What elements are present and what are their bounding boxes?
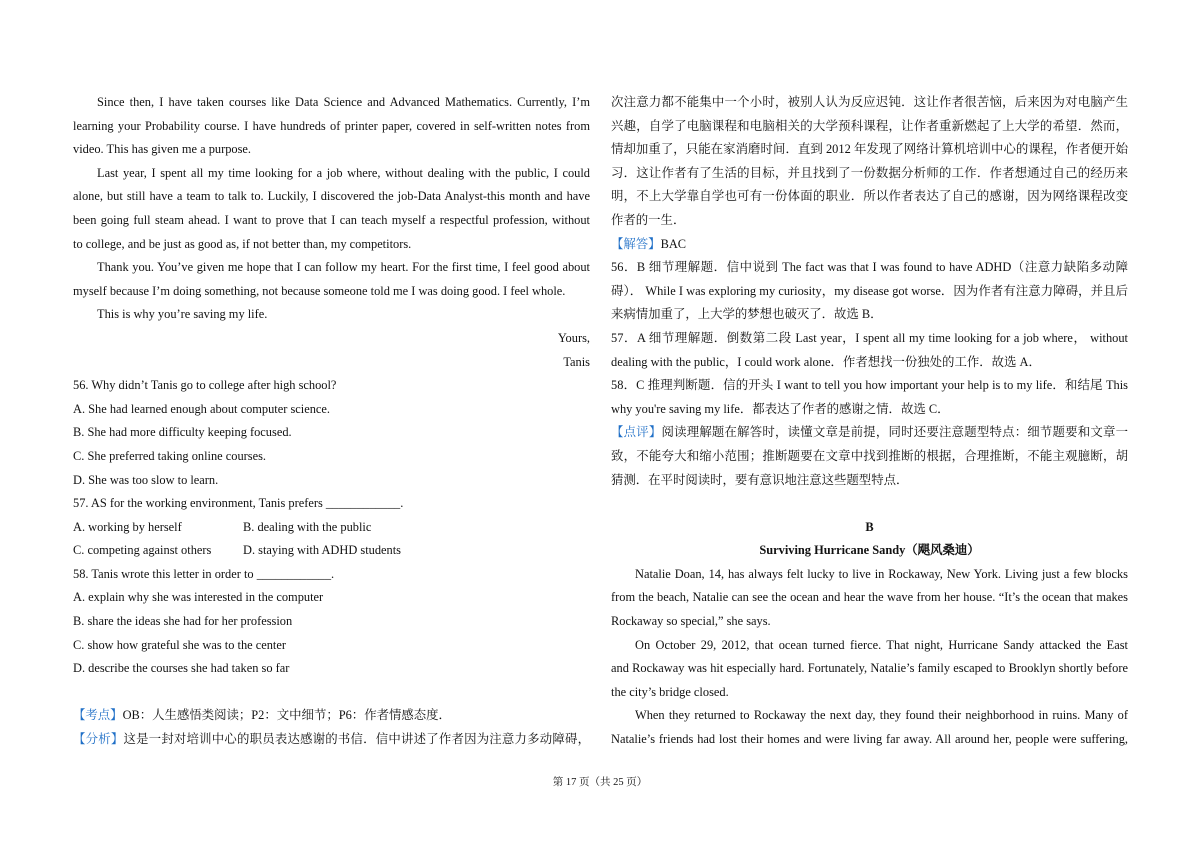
question-58-stem: 58. Tanis wrote this letter in order to ____________. bbox=[73, 566, 335, 581]
kaodian-note bbox=[73, 704, 590, 728]
answer-57-line: 57．A 细节理解题．倒数第二段 Last year，I spent all my time looking for a job where， without bbox=[611, 330, 1128, 345]
question-56-option-c: C. She preferred taking online courses. bbox=[73, 448, 267, 463]
right-column bbox=[611, 91, 1128, 752]
story-line: Natalie Doan, 14, has always felt lucky to live in Rockaway, New York. Living just a few blocks bbox=[635, 566, 1128, 581]
left-column bbox=[73, 91, 590, 752]
passage-line: video. This has given me a purpose. bbox=[73, 142, 252, 157]
analysis-line: 兴趣，自学了电脑课程和电脑相关的大学预科课程，让作者重新燃起了上大学的希望．然而， bbox=[611, 118, 1128, 133]
answer-57-line: dealing with the public，I could work alone．作者想找一份独处的工作．故选 A． bbox=[611, 354, 1041, 369]
question-56-option-b: B. She had more difficulty keeping focused. bbox=[73, 425, 292, 440]
question-57-option-a: A. working by herself bbox=[73, 519, 182, 534]
story-line: Natalie’s friends had lost their homes and were living far away. All around her, people were suffering, bbox=[611, 732, 1128, 747]
question-57-option-c: C. competing against others bbox=[73, 543, 212, 558]
question-56-stem: 56. Why didn’t Tanis go to college after high school? bbox=[73, 378, 337, 393]
answer-58-line: 58．C 推理判断题．信的开头 I want to tell you how important your help is to my life．和结尾 This bbox=[611, 378, 1128, 393]
analysis-line: 作者的一生． bbox=[611, 212, 686, 227]
section-title: Surviving Hurricane Sandy（飓风桑迪） bbox=[759, 543, 980, 558]
passage-line: This is why you’re saving my life. bbox=[97, 307, 268, 322]
question-56-option-a: A. She had learned enough about computer science. bbox=[73, 401, 331, 416]
jieda-tag: 【解答】 bbox=[611, 236, 661, 251]
jieda-note bbox=[611, 233, 1128, 257]
story-line: and Rockaway was hit especially hard. Fortunately, Natalie’s family escaped to Brooklyn shortly before bbox=[611, 661, 1128, 676]
question-57-option-d: D. staying with ADHD students bbox=[243, 543, 401, 558]
spacer bbox=[611, 492, 1128, 516]
dianping-line: 致，不能夸大和缩小范围；推断题要在文章中找到推断的根据，合理推断，不能主观臆断，胡 bbox=[611, 448, 1128, 463]
passage-line: Thank you. You’ve given me hope that I can follow my heart. For the first time, I feel good about bbox=[97, 260, 590, 275]
letter-signoff: Yours, bbox=[557, 330, 590, 345]
question-58-option-b: B. share the ideas she had for her profession bbox=[73, 614, 293, 629]
page-footer: 第 17 页（共 25 页） bbox=[552, 777, 648, 788]
analysis-line: 情却加重了，只能在家消磨时间．直到 2012 年发现了网络计算机培训中心的课程，作者便开始 bbox=[611, 142, 1128, 157]
kaodian-text: OB：人生感悟类阅读；P2：文中细节；P6：作者情感态度． bbox=[122, 708, 451, 723]
dianping-note bbox=[611, 421, 1128, 445]
story-line: On October 29, 2012, that ocean turned fierce. That night, Hurricane Sandy attacked the East bbox=[635, 637, 1128, 652]
fenxi-text: 这是一封对培训中心的职员表达感谢的书信．信中讲述了作者因为注意力多动障碍， bbox=[123, 732, 590, 747]
question-57-options-row bbox=[73, 516, 590, 540]
question-57-options-row bbox=[73, 539, 590, 563]
story-line: When they returned to Rockaway the next day, they found their neighborhood in ruins. Many of bbox=[635, 708, 1128, 723]
question-58-option-c: C. show how grateful she was to the center bbox=[73, 637, 286, 652]
passage-line: Since then, I have taken courses like Data Science and Advanced Mathematics. Currently, I’m bbox=[97, 95, 590, 109]
answer-56-line: 碍）． While I was exploring my curiosity，my disease got worse．因为作者有注意力障碍，并且后 bbox=[611, 283, 1128, 298]
analysis-line: 明，不上大学靠自学也可有一份体面的职业．所以作者表达了自己的感谢，因为网络课程改变 bbox=[611, 189, 1128, 204]
passage-line: myself because I’m doing something, not because someone told me I was doing good. I feel whole. bbox=[73, 283, 566, 298]
passage-line: alone, but still have a team to talk to. Luckily, I discovered the job-Data Analyst-this month and have bbox=[73, 189, 590, 204]
question-57-option-b: B. dealing with the public bbox=[243, 519, 372, 534]
answer-58-line: why you're saving my life．都表达了作者的感谢之情．故选 C． bbox=[611, 401, 950, 416]
dianping-tag: 【点评】 bbox=[611, 425, 662, 440]
passage-line: been going full steam ahead. I want to prove that I can teach myself a respectful profession, without bbox=[73, 212, 590, 227]
passage-line: learning your Probability course. I have hundreds of printer paper, covered in self-written notes from bbox=[73, 118, 590, 133]
jieda-text: BAC bbox=[660, 236, 687, 251]
fenxi-note bbox=[73, 728, 590, 752]
passage-line: Last year, I spent all my time looking for a job where, without dealing with the public, I could bbox=[97, 165, 590, 180]
passage-line: to college, and be just as good as, if not better than, my competitors. bbox=[73, 236, 412, 251]
answer-56-line: 56．B 细节理解题．信中说到 The fact was that I was found to have ADHD（注意力缺陷多动障 bbox=[611, 260, 1128, 275]
question-58-option-d: D. describe the courses she had taken so far bbox=[73, 661, 290, 676]
section-letter: B bbox=[865, 519, 874, 534]
story-line: Rockaway so special,” she says. bbox=[611, 614, 771, 629]
kaodian-tag: 【考点】 bbox=[73, 708, 123, 723]
letter-signature: Tanis bbox=[563, 354, 590, 369]
spacer bbox=[73, 681, 590, 705]
analysis-line: 习．这让作者有了生活的目标，并且找到了一份数据分析师的工作．作者想通过自己的经历来 bbox=[611, 165, 1128, 180]
fenxi-tag: 【分析】 bbox=[73, 732, 124, 747]
story-line: the city’s bridge closed. bbox=[611, 684, 729, 699]
dianping-text: 阅读理解题在解答时，读懂文章是前提，同时还要注意题型特点：细节题要和文章一 bbox=[661, 425, 1128, 440]
story-line: from the beach, Natalie can see the ocean and hear the wave from her house. “It’s the ocean that makes bbox=[611, 590, 1128, 605]
question-57-stem: 57. AS for the working environment, Tanis prefers ____________. bbox=[73, 496, 404, 511]
analysis-line: 次注意力都不能集中一个小时，被别人认为反应迟钝．这让作者很苦恼，后来因为对电脑产生 bbox=[611, 95, 1128, 109]
answer-56-line: 来病情加重了，上大学的梦想也破灭了．故选 B． bbox=[611, 307, 883, 322]
question-58-option-a: A. explain why she was interested in the computer bbox=[73, 590, 324, 605]
dianping-line: 猜测．在平时阅读时，要有意识地注意这些题型特点． bbox=[611, 472, 909, 487]
question-56-option-d: D. She was too slow to learn. bbox=[73, 472, 219, 487]
